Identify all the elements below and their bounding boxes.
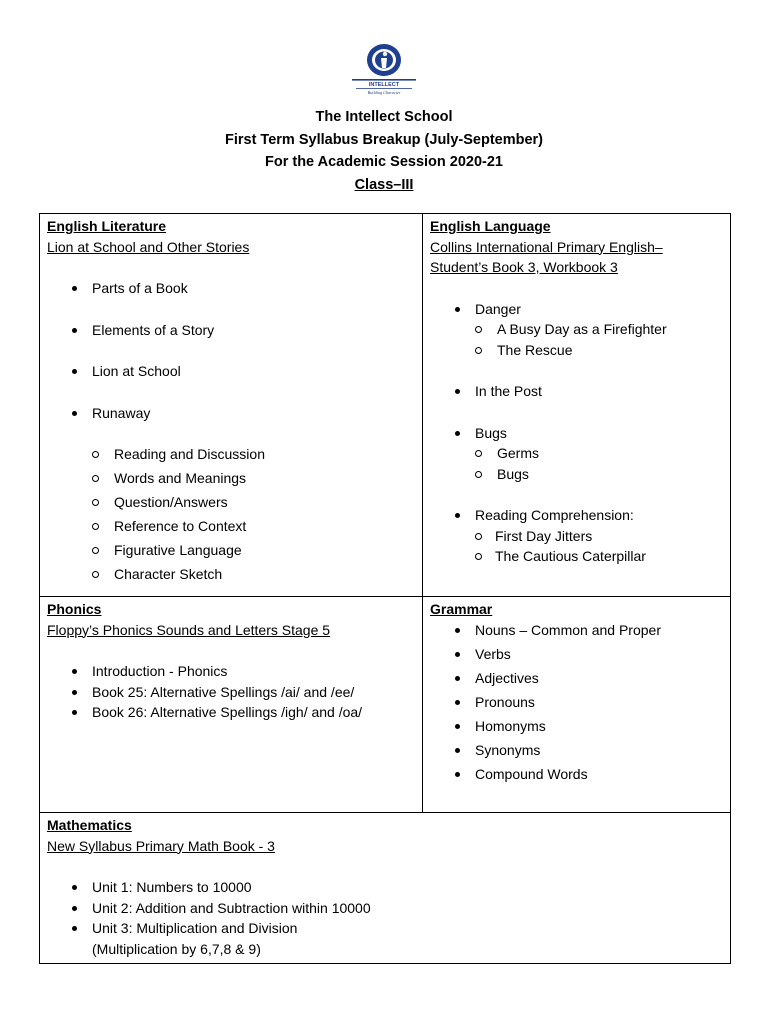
english-literature-title: English Literature bbox=[47, 218, 167, 234]
logo-tagline: Building Character bbox=[367, 90, 401, 95]
session-title: For the Academic Session 2020-21 bbox=[264, 154, 503, 170]
document-header bbox=[0, 106, 768, 196]
list-item: Danger bbox=[430, 299, 724, 320]
list-subitem: The Cautious Caterpillar bbox=[430, 546, 724, 567]
syllabus-table bbox=[39, 213, 731, 964]
list-item: Compound Words bbox=[430, 764, 724, 785]
list-subitem: A Busy Day as a Firefighter bbox=[430, 319, 724, 340]
mathematics-cell bbox=[40, 813, 731, 964]
list-item-continuation: (Multiplication by 6,7,8 & 9) bbox=[92, 940, 261, 957]
list-item: Unit 3: Multiplication and Division bbox=[47, 918, 724, 939]
list-item: Runaway bbox=[47, 403, 416, 424]
list-item: Unit 2: Addition and Subtraction within 10000 bbox=[47, 898, 724, 919]
list-subitem: Question/Answers bbox=[47, 492, 416, 513]
english-language-title: English Language bbox=[430, 218, 551, 234]
phonics-title: Phonics bbox=[47, 601, 102, 617]
english-literature-cell bbox=[40, 214, 423, 597]
list-item: Book 25: Alternative Spellings /ai/ and /ee/ bbox=[47, 682, 416, 703]
list-item: Elements of a Story bbox=[47, 320, 416, 341]
grammar-cell bbox=[423, 597, 731, 813]
syllabus-title: First Term Syllabus Breakup (July-September) bbox=[224, 131, 544, 148]
list-item: Verbs bbox=[430, 644, 724, 665]
logo-text: INTELLECT bbox=[368, 82, 400, 88]
list-item: Nouns – Common and Proper bbox=[430, 620, 724, 641]
list-item: Unit 1: Numbers to 10000 bbox=[47, 877, 724, 898]
class-title: Class–III bbox=[354, 176, 414, 193]
list-item: Bugs bbox=[430, 423, 724, 444]
school-name: The Intellect School bbox=[315, 109, 453, 125]
phonics-book: Floppy’s Phonics Sounds and Letters Stage 5 bbox=[47, 621, 331, 638]
list-item: Book 26: Alternative Spellings /igh/ and /oa/ bbox=[47, 702, 416, 723]
list-item: Reading Comprehension: bbox=[430, 505, 724, 526]
english-language-book-line1: Collins International Primary English– bbox=[430, 238, 663, 255]
list-subitem: Bugs bbox=[430, 464, 724, 485]
english-language-book-line2: Student’s Book 3, Workbook 3 bbox=[430, 259, 618, 275]
list-item: Pronouns bbox=[430, 692, 724, 713]
list-item: Lion at School bbox=[47, 361, 416, 382]
list-subitem: Reading and Discussion bbox=[47, 444, 416, 465]
list-subitem: Words and Meanings bbox=[47, 468, 416, 489]
list-item: In the Post bbox=[430, 381, 724, 402]
school-logo-icon bbox=[350, 42, 418, 96]
grammar-title: Grammar bbox=[430, 601, 493, 617]
list-item: Introduction - Phonics bbox=[47, 661, 416, 682]
mathematics-title: Mathematics bbox=[47, 817, 132, 833]
list-subitem: The Rescue bbox=[430, 340, 724, 361]
list-item: Synonyms bbox=[430, 740, 724, 761]
list-subitem: First Day Jitters bbox=[430, 526, 724, 547]
english-language-cell bbox=[423, 214, 731, 597]
list-subitem: Germs bbox=[430, 443, 724, 464]
list-subitem: Character Sketch bbox=[47, 564, 416, 585]
list-subitem: Reference to Context bbox=[47, 516, 416, 537]
list-subitem: Figurative Language bbox=[47, 540, 416, 561]
list-item: Homonyms bbox=[430, 716, 724, 737]
phonics-cell bbox=[40, 597, 423, 813]
list-item: Parts of a Book bbox=[47, 278, 416, 299]
mathematics-book: New Syllabus Primary Math Book - 3 bbox=[47, 837, 275, 854]
english-literature-book: Lion at School and Other Stories bbox=[47, 238, 250, 255]
list-item: Adjectives bbox=[430, 668, 724, 689]
